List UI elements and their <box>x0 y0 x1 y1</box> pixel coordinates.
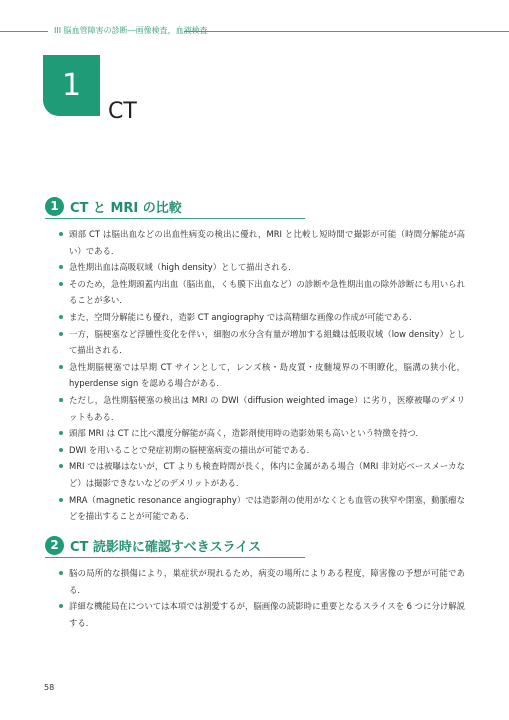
section-rule <box>45 218 305 219</box>
bullet-dot-icon <box>59 448 63 452</box>
bullet-text: 急性期出血は高吸収域（high density）として描出される． <box>69 262 297 273</box>
bullet-text: 詳細な機能局在については本項では割愛するが，脳画像の読影時に重要となるスライスを 6 つに分け解説する． <box>69 601 465 628</box>
bullet-dot-icon <box>59 232 63 236</box>
bullet-text: 頭部 CT は脳出血などの出血性病変の検出に優れ，MRI と比較し短時間で撮影が可能（時間分解能が高い）である． <box>69 229 465 256</box>
header-rule-left <box>0 31 48 32</box>
page-number: 58 <box>44 683 55 692</box>
bullet-item <box>59 458 465 491</box>
bullet-item <box>59 425 465 442</box>
chapter-number-badge: 1 <box>43 55 100 116</box>
bullet-text: DWI を用いることで発症初期の脳梗塞病変の描出が可能である． <box>69 444 315 455</box>
bullet-item <box>59 226 465 259</box>
bullet-item <box>59 492 465 525</box>
bullet-text: また，空間分解能にも優れ，造影 CT angiography では高精細な画像の作成が可能である． <box>69 311 418 322</box>
bullet-dot-icon <box>59 604 63 608</box>
bullet-text: 頭部 MRI は CT に比べ濃度分解能が高く，造影剤使用時の造影効果も高いという特徴を持つ． <box>69 428 424 439</box>
bullet-item <box>59 276 465 309</box>
section-ct-vs-mri <box>45 196 465 525</box>
running-header: III 脳血管障害の診断―画像検査，血液検査 <box>54 26 208 35</box>
bullet-dot-icon <box>59 282 63 286</box>
bullet-dot-icon <box>59 431 63 435</box>
bullet-text: 脳の局所的な損傷により，巣症状が現れるため，病変の場所によりある程度，障害像の予想が可能である． <box>69 568 465 595</box>
section-title: CT と MRI の比較 <box>70 200 182 216</box>
bullet-dot-icon <box>59 365 63 369</box>
bullet-text: そのため，急性期頭蓋内出血（脳出血，くも膜下出血など）の診断や急性期出血の除外診断にも用いられることが多い． <box>69 278 465 306</box>
bullet-text: ただし，急性期脳梗塞の検出は MRI の DWI（diffusion weighted image）に劣り，医療被曝のデメリットもある． <box>69 394 465 422</box>
bullet-dot-icon <box>59 464 63 468</box>
chapter-title: CT <box>108 99 137 124</box>
section-title: CT 読影時に確認すべきスライス <box>70 539 262 555</box>
section-rule <box>45 557 305 558</box>
section-heading <box>45 535 465 555</box>
header-rule-right <box>184 31 509 32</box>
section-number-badge: 1 <box>45 197 64 216</box>
bullet-item <box>59 326 465 359</box>
bullet-dot-icon <box>59 498 63 502</box>
bullet-list <box>45 226 465 525</box>
section-number-badge: 2 <box>45 536 64 555</box>
bullet-item <box>59 359 465 392</box>
section-heading <box>45 196 465 216</box>
bullet-item <box>59 259 465 276</box>
bullet-item <box>59 309 465 326</box>
section-ct-slices <box>45 535 465 631</box>
bullet-text: MRA（magnetic resonance angiography）では造影剤の使用がなくとも血管の狭窄や閉塞，動脈瘤などを描出することが可能である． <box>69 494 465 522</box>
bullet-item <box>59 392 465 425</box>
bullet-list <box>45 565 465 631</box>
bullet-text: 一方，脳梗塞など浮腫性変化を伴い，細胞の水分含有量が増加する組織は低吸収域（low density）として描出される． <box>69 328 465 356</box>
bullet-text: MRI では被曝はないが，CT よりも検査時間が長く，体内に金属がある場合（MRI 非対応ペースメーカなど）は撮影できないなどのデメリットがある． <box>69 461 465 488</box>
bullet-dot-icon <box>59 398 63 402</box>
bullet-text: 急性期脳梗塞では早期 CT サインとして，レンズ核・島皮質・皮髄境界の不明瞭化，脳溝の狭小化，hyperdense sign を認める場合がある． <box>69 361 465 389</box>
bullet-dot-icon <box>59 315 63 319</box>
bullet-item <box>59 598 465 631</box>
bullet-dot-icon <box>59 265 63 269</box>
bullet-item <box>59 442 465 459</box>
bullet-item <box>59 565 465 598</box>
bullet-dot-icon <box>59 332 63 336</box>
bullet-dot-icon <box>59 571 63 575</box>
